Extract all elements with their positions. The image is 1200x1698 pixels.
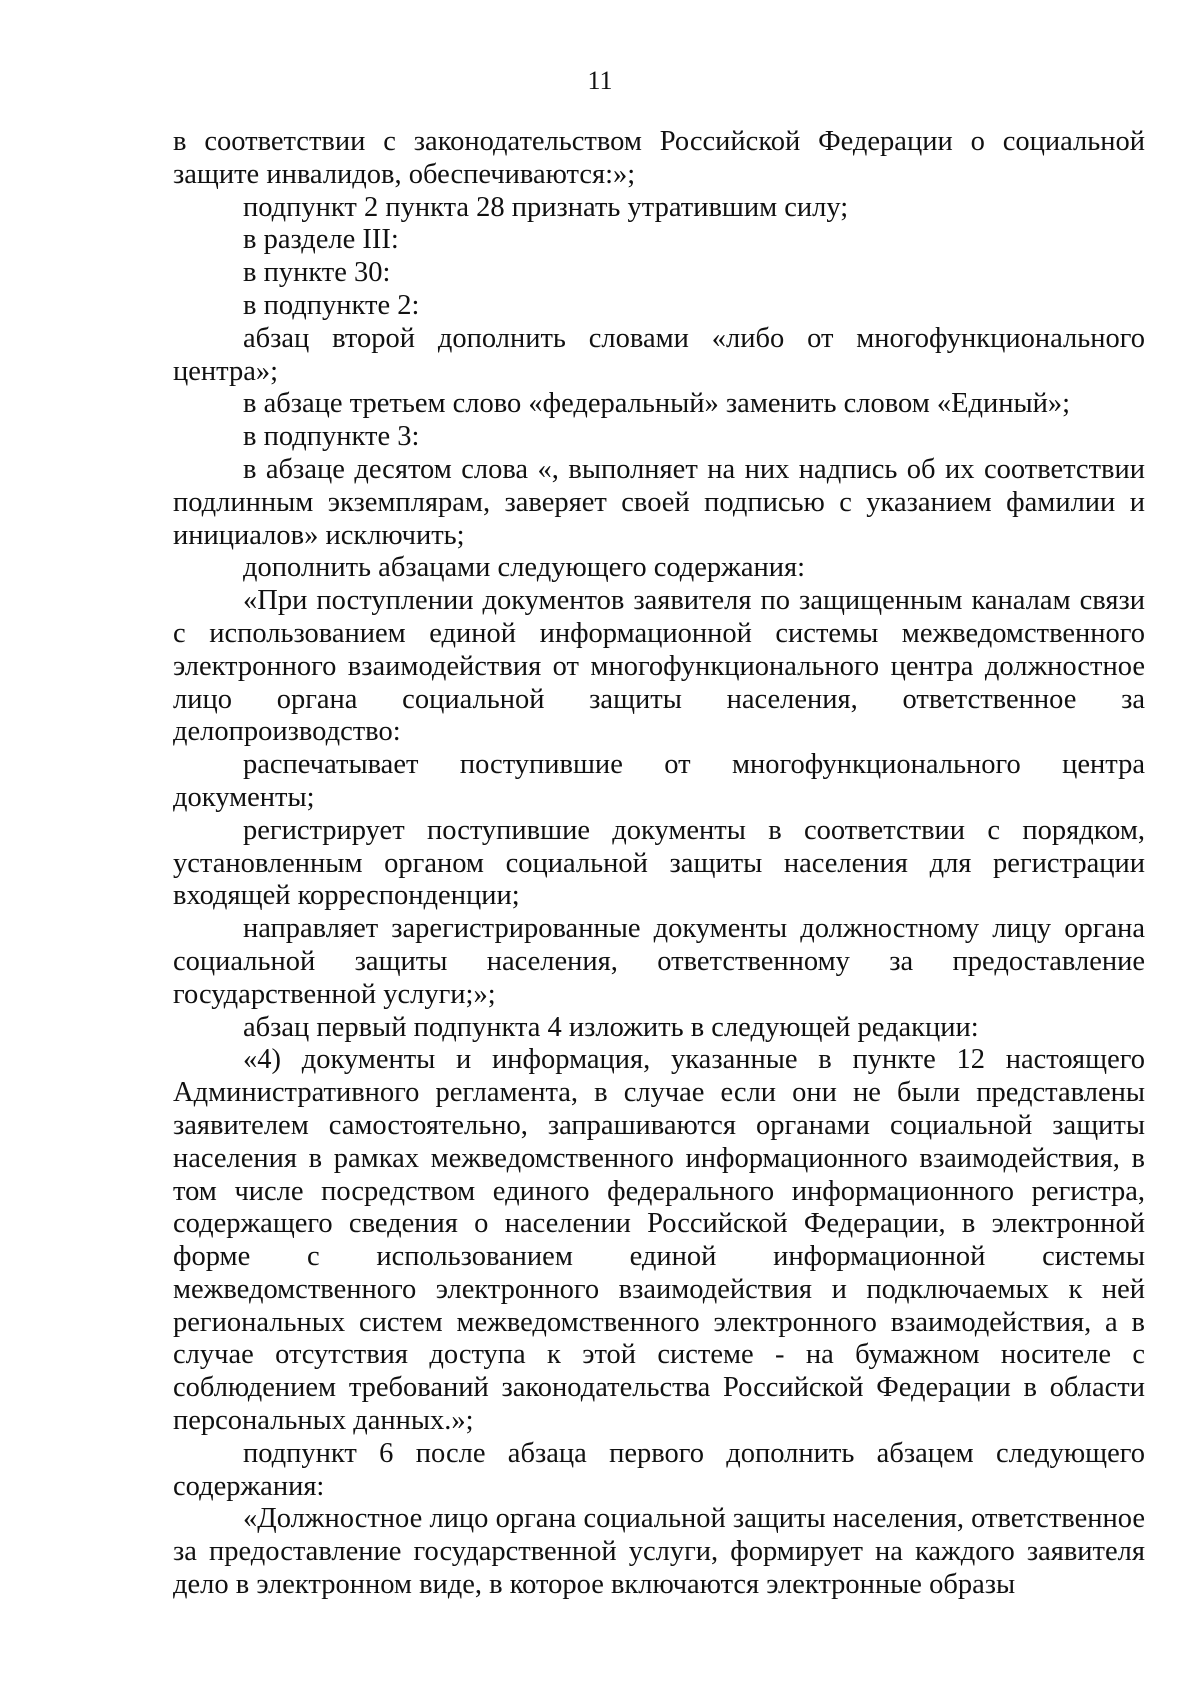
paragraph: регистрирует поступившие документы в соответствии с порядком, установленным органом социальной защиты населения для регистрации входящей корреспонденции; — [173, 814, 1145, 912]
paragraph: в пункте 30: — [243, 257, 391, 289]
paragraph: в абзаце третьем слово «федеральный» заменить словом «Единый»; — [243, 388, 1071, 420]
paragraph: «4) документы и информация, указанные в пункте 12 настоящего Административного регламента, в случае если они не были представлены заявителем самостоятельно, запрашиваются органами социальной защиты населения в рамках межведомственного информационного взаимодействия, в том числе посредством единого федерального информационного регистра, содержащего сведения о населении Российской Федерации, в электронной форме с использованием единой информационной системы межведомственного электронного взаимодействия и подключаемых к ней региональных систем межведомственного электронного взаимодействия, а в случае отсутствия доступа к этой системе - на бумажном носителе с соблюдением требований законодательства Российской Федерации в области персональных данных.»; — [173, 1044, 1145, 1437]
paragraph: распечатывает поступившие от многофункционального центра документы; — [173, 749, 1145, 813]
paragraph: в подпункте 3: — [243, 421, 420, 453]
paragraph: в абзаце десятом слова «, выполняет на них надпись об их соответствии подлинным экземплярам, заверяет своей подписью с указанием фамилии и инициалов» исключить; — [173, 453, 1145, 551]
paragraph: в подпункте 2: — [243, 289, 420, 321]
paragraph: подпункт 2 пункта 28 признать утратившим силу; — [243, 191, 849, 223]
paragraph: подпункт 6 после абзаца первого дополнить абзацем следующего содержания: — [173, 1437, 1145, 1502]
paragraph: «При поступлении документов заявителя по защищенным каналам связи с использованием единой информационной системы межведомственного электронного взаимодействия от многофункционального центра должностное лицо органа социальной защиты населения, ответственное за делопроизводство: — [173, 585, 1145, 748]
paragraph: в разделе III: — [243, 224, 399, 256]
paragraph: «Должностное лицо органа социальной защиты населения, ответственное за предоставление государственной услуги, формирует на каждого заявителя дело в электронном виде, в которое включаются электронные образы — [173, 1503, 1145, 1601]
page-number: 11 — [587, 66, 613, 95]
paragraph: направляет зарегистрированные документы должностному лицу органа социальной защиты населения, ответственному за предоставление государственной услуги;»; — [173, 913, 1145, 1010]
paragraph: абзац первый подпункта 4 изложить в следующей редакции: — [243, 1011, 979, 1043]
paragraph: в соответствии с законодательством Российской Федерации о социальной защите инвалидов, обеспечиваются:»; — [173, 126, 1145, 190]
paragraph: дополнить абзацами следующего содержания: — [243, 552, 806, 584]
document-body — [173, 126, 1145, 1602]
paragraph: абзац второй дополнить словами «либо от многофункционального центра»; — [173, 322, 1145, 387]
